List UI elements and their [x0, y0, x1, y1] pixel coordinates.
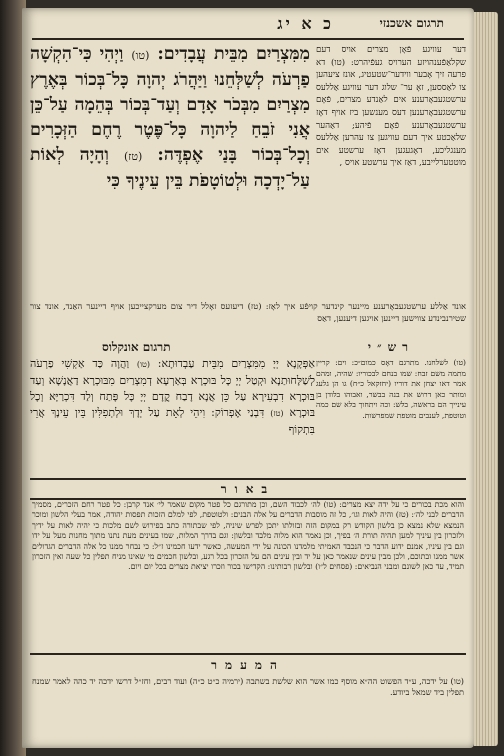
verse-15-text: וַיְהִי כִּי־הִקְשָׁה פַרְעֹה לְשַׁלְּחֵנוּ וַיַּהֲרֹג יְהוָה כָּל־בְּכוֹר בְּאֶרֶץ מִצְרַיִם מִבְּכֹר אָדָם וְעַד־בְּכוֹר בְּהֵמָה עַל־כֵּן אֲנִי זֹבֵחַ לַיהוָה כָּל־פֶּטֶר רֶחֶם הַזְּכָרִים וְכָל־בְּכוֹר בָּנַי אֶפְדֶּה:: [30, 44, 311, 165]
yiddish-continuation: אונד אַללע ערשטגעבאָרענע מיינער קינדער קויפֿע איך לאָז: (טז) דיעזעס זאָלל דיר צום מערקצייכען אויף דיינער האַנד, אונד צור שטירנבינדע צווישען דיינען אויגען דיענען, דאַס: [30, 301, 466, 323]
onkelos-verse-16-number: (טז): [270, 409, 284, 418]
onkelos-column: [30, 356, 315, 438]
page-header: [32, 14, 464, 38]
beur-title: באור: [220, 482, 276, 496]
targum-header-label: תרגום אשכנזי: [379, 16, 444, 30]
onkelos-verse-16-text: דִּבְנַי אֶפְרוֹק: וִיהֵי לְאָת עַל יְדָךְ וּלְתְפִלִּין בֵּין עֵינָךְ אֲרֵי בִּתְקוֹף: [30, 406, 315, 436]
book-page: [22, 8, 474, 748]
maamar-top-rule: [30, 653, 466, 655]
header-rule: [32, 38, 464, 40]
verse-16-number: (טז): [124, 150, 143, 163]
rashi-title: רש״י: [367, 340, 414, 354]
onkelos-verse-15-text: וַהֲוָה כַּד אַקְשִׁי פַרְעֹה לְשַׁלָּחוּתַנָא וּקְטַל יְיָ כָּל בּוּכְרָא בְּאַרְעָא דְמִצְרַיִם מִבּוּכְרָא דַאֲנָשָׁא וְעַד בּוּכְרָא דִבְעִירָא עַל כֵּן אֲנָא דָבַח קֳדָם יְיָ כָּל פָּתַח וְלַד דִּכְרַיָּא וְכָל בּוּכְרָא: [30, 357, 316, 419]
verse-15-number: (טו): [131, 49, 150, 62]
maamar-column: (טו) על ידכה, ע״ד הפשוט הה״א מוסף כמו אשר הוא שלשת בשתבה (ירמיה כ״ט כ״ה) ועוד רבים, וחז״ל דרשו ידכה יד כהה לאמר שמנח תפלין ביד שמאל ביודע.: [32, 676, 464, 698]
verse-14-tail: מִמִּצְרַיִם מִבֵּית עֲבָדִים:: [157, 44, 310, 64]
onkelos-title: תרגום אונקלוס: [102, 340, 171, 354]
page-edges: [474, 12, 498, 746]
verse-16-text: וְהָיָה לְאוֹת עַל־יָדְכָה וּלְטוֹטָפֹת בֵּין עֵינֶיךָ כִּי: [30, 145, 310, 191]
rashi-column: (טו) לשלחנו. מתרגם דאָס כמום״כ: וים: קריין מתמה משם זבח: שמו בנחם לבכוריו: שהיה, ומהם אמר דאו יצחן את דוריו (יחזקאל כ״ח) גו הן גלעג ומותר כאן דרוש את בנה בבשר, ואבוהו בלודן בן עינייך הם בראשה, בלש: וכה ויתחוך בלא שם כמה וטוטפת, לענבים מוטפת שמפרשות.: [316, 358, 466, 420]
targum-ashkenazi-text: דער עוויגע פֿאָן מצרים אויס דעם שקלאַפֿענהויזע הערויס געפֿיהרט: (טו) דא פרעה זיך אָבער ווידער־שטעטיג, אונז ציעהען צו לאַססען, זאָ ער־ שלוג דער עוויגע אַללעס ערשטגעבאָרענע אים לאַנדע מצרים, פֿאָם ערשטגעבאָרענען דעס מענשען ביז אויף דאָז ערשטגעבאָרענע פֿאָם פֿיהע; דאַהער שלאַכטע איך דעם עוויגען צו עהרען אַללעס מענגליכע, דאָגעגען דאָז ערשטע אים מוטטערלייבע, דאַז איך ערשטע אויס ,: [316, 45, 466, 169]
page-number: כ א יג: [277, 14, 334, 33]
targum-ashkenazi-column: [316, 44, 466, 334]
onkelos-verse-15-number: (טו): [136, 360, 150, 369]
beur-column: והוא מכת בכורים כי על ידה יצא מצרים: (טו) לה׳ לכבוד השם, וכן מתורגם כל פטר מקום שאמר לי׳ אנד קרבן: כל פטר רחם הזכרים, מסמיך הדברים לבני לה׳: (טז) והיה לאות וגו׳, כל זה מוסבות הדברים על אלה הבנים: ולטוטפת, לפי למלם הזכות תפסות יהודה, אמר בעלי הלשון ומוכר הנמצא שלא נמצא כן בלשון הקודש רק במקום הזה ובזולתו יתכן לפרש שיניה, לפי שבתורה כתב בפירוש לשם מלכות כי יהיה לאות על ידיך ולזכרון בין עיניך למען תהיה תורת ה׳ בפיך, וכן נאמר הוא מלוה מלבד ובלשון: וגם בדרך המלות, שמו בעינים מעת נתנו מתוך מחנות מעל על ידו וגם בין עיניו, אמנם ידוע הדבר כי הנכבד האמיתי מלמדנו הכונה על ידי המעשה, כאשר ידעו חכמינו ז״ל: כי נבחר ממנו כל אלה הדברים הגדולים אשר ממנו ובתוכם, ולכן מבין עינים שנאמר כאן על יד ובין עינים הם על הזכרון בכל רגע, ובלשון חכמים מי שאינו מניח תפלין כל שעה ואין הזכרון תמיד, עד כאן לשונם ומבני הנביאים: (פסחים ל״ו) ובלשון רבותינו: הקדישו בכור וזכרו יציאת מצרים בכל יום ויום.: [32, 500, 464, 572]
onkelos-verse-14-tail: אַפְּקָנָא יְיָ מִמִּצְרַיִם מִבֵּית עַבְדוּתָא:: [157, 357, 316, 370]
torah-main-text: [30, 42, 310, 287]
beur-top-rule: [30, 478, 466, 480]
maamar-title: המעמר: [211, 658, 285, 672]
